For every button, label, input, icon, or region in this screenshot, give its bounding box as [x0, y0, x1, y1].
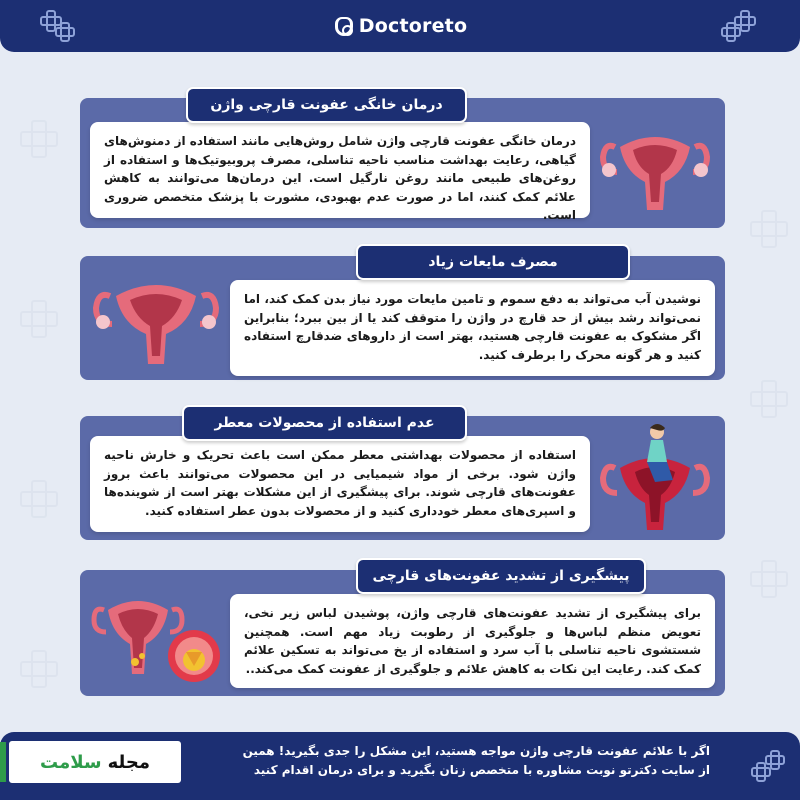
section-title: درمان خانگی عفونت قارچی واژن [186, 87, 467, 123]
bg-cross-icon [20, 300, 54, 334]
section-body: برای پیشگیری از تشدید عفونت‌های قارچی واژن، پوشیدن لباس زیر نخی، تعویض منظم لباس‌ها و جلوگیری از رطوبت زیاد مهم است. همچنین شستشوی ناحیه تناسلی با آب سرد و استفاده از یخ می‌تواند به تسکین علائم کمک کند. رعایت این نکات به کاهش علائم و جلوگیری از عفونت کمک می‌کند.. [230, 594, 715, 688]
logo-mark-icon [333, 16, 353, 36]
medical-cross-icon [722, 8, 758, 44]
uterus-icon [90, 266, 222, 371]
section-title: پیشگیری از تشدید عفونت‌های قارچی [356, 558, 646, 594]
infected-uterus-icon [90, 582, 222, 687]
section-title: مصرف مایعات زیاد [356, 244, 630, 280]
magazine-badge[interactable] [6, 738, 184, 786]
section-title: عدم استفاده از محصولات معطر [182, 405, 467, 441]
bg-cross-icon [20, 650, 54, 684]
brand-logo[interactable] [333, 15, 467, 37]
bg-cross-icon [750, 380, 784, 414]
brand-name: Doctoreto [358, 15, 468, 37]
medical-cross-icon [42, 8, 78, 44]
uterus-icon [595, 112, 715, 217]
header [0, 0, 800, 52]
bg-cross-icon [750, 560, 784, 594]
section-body: استفاده از محصولات بهداشتی معطر ممکن است باعث تحریک و خارش ناحیه واژن شود. برخی از مواد شیمیایی در این محصولات می‌توانند باعث بروز عفونت‌های قارچی شوند. برای پیشگیری از این مشکلات بهتر است از شوینده‌ها و اسپری‌های معطر خودداری کنید و از محصولات بدون عطر استفاده کنید. [90, 436, 590, 532]
badge-word-1: مجله [107, 751, 150, 773]
footer-cta[interactable] [190, 742, 710, 780]
bg-cross-icon [20, 120, 54, 154]
section-body: درمان خانگی عفونت قارچی واژن شامل روش‌هایی مانند استفاده از دمنوش‌های گیاهی، رعایت بهداشت مناسب ناحیه تناسلی، مصرف پروبیوتیک‌ها و استفاده از روغن‌های طبیعی مانند روغن نارگیل است. این درمان‌ها می‌توانند به کاهش علائم کمک کنند، اما در صورت عدم بهبودی، مشورت با پزشک متخصص ضروری است. [90, 122, 590, 218]
woman-on-uterus-icon [595, 418, 715, 536]
medical-cross-icon [752, 748, 788, 784]
footer-line-2: از سایت دکترتو نوبت مشاوره با متخصص زنان بگیرید و برای درمان اقدام کنید [253, 763, 710, 777]
bg-cross-icon [750, 210, 784, 244]
bg-cross-icon [20, 480, 54, 514]
footer-line-1: اگر با علائم عفونت قارچی واژن مواجه هستید، این مشکل را جدی بگیرید! همین [242, 744, 710, 758]
badge-word-2: سلامت [40, 751, 102, 773]
section-body: نوشیدن آب می‌تواند به دفع سموم و تامین مایعات مورد نیاز بدن کمک کند، اما نمی‌تواند رشد بیش از حد قارچ در واژن را متوقف کند یا از بین ببرد؛ بنابراین اگر مشکوک به عفونت قارچی هستید، بهتر است از داروهای ضدقارچ استفاده کنید و هر گونه محرک را برطرف کنید. [230, 280, 715, 376]
